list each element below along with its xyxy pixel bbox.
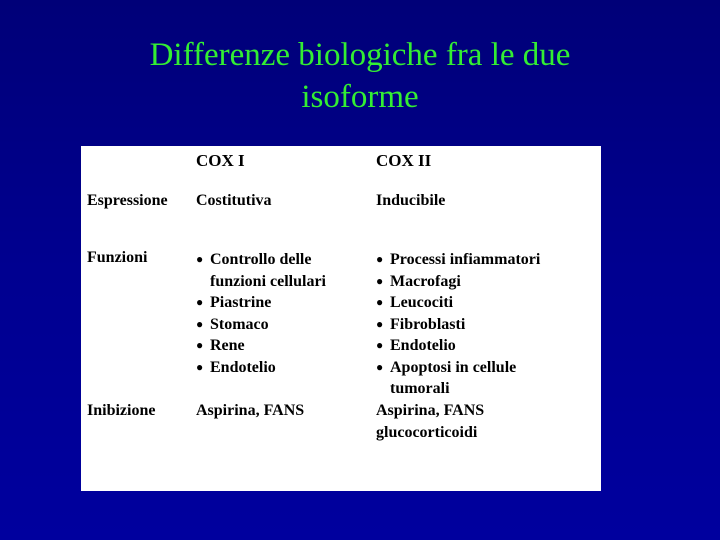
bullet-icon: ● — [196, 295, 204, 309]
bullet-icon: ● — [376, 338, 384, 352]
cell-espressione-cox1: Costitutiva — [196, 192, 272, 209]
list-item-text: Processi infiammatori — [390, 251, 541, 268]
list-item-text: Apoptosi in cellule — [390, 358, 517, 376]
cell-espressione-cox2: Inducibile — [376, 192, 446, 209]
list-item — [196, 314, 326, 336]
cell-inibizione-cox2 — [376, 400, 484, 443]
list-item — [376, 314, 540, 336]
slide-title-line-1: Differenze biologiche fra le due — [149, 37, 571, 73]
bullet-icon: ● — [196, 338, 204, 352]
slide-title-line-2: isoforme — [301, 79, 419, 115]
bullet-icon: ● — [376, 359, 384, 374]
row-label-inibizione: Inibizione — [87, 402, 156, 419]
list-item-text: Piastrine — [210, 294, 272, 311]
comparison-table — [81, 146, 601, 491]
list-item — [376, 292, 540, 314]
list-item — [376, 271, 540, 293]
list-item — [196, 249, 326, 292]
bullet-icon: ● — [376, 316, 384, 331]
list-item — [196, 335, 326, 357]
list-item-text: Controllo delle — [210, 251, 312, 268]
row-label-espressione: Espressione — [87, 192, 168, 209]
slide-title — [0, 34, 720, 118]
list-item — [376, 249, 540, 271]
bullet-icon: ● — [196, 316, 204, 331]
list-item-text: Leucociti — [390, 294, 454, 311]
list-item-text: Macrofagi — [390, 272, 461, 290]
row-label-funzioni: Funzioni — [87, 249, 148, 266]
list-item — [196, 292, 326, 314]
bullet-icon: ● — [376, 295, 384, 309]
bullet-icon: ● — [376, 252, 384, 266]
list-item-text: Rene — [210, 337, 245, 354]
cell-inibizione-cox2-line-1: Aspirina, FANS — [376, 402, 485, 419]
cell-funzioni-cox1-list — [196, 249, 326, 378]
list-item-text-continued: funzioni cellulari — [210, 272, 326, 290]
bullet-icon: ● — [376, 273, 384, 288]
list-item-text: Endotelio — [390, 337, 456, 354]
column-header-cox2: COX II — [376, 151, 432, 170]
list-item — [376, 335, 540, 357]
list-item-text: Endotelio — [210, 358, 276, 376]
cell-inibizione-cox2-line-2: glucocorticoidi — [376, 423, 478, 441]
list-item-text-continued: tumorali — [390, 380, 450, 397]
list-item-text: Stomaco — [210, 315, 269, 333]
bullet-icon: ● — [196, 359, 204, 374]
list-item — [196, 357, 326, 379]
list-item — [376, 357, 540, 400]
column-header-cox1: COX I — [196, 151, 245, 170]
list-item-text: Fibroblasti — [390, 315, 466, 333]
bullet-icon: ● — [196, 252, 204, 266]
cell-inibizione-cox1: Aspirina, FANS — [196, 402, 305, 419]
cell-funzioni-cox2-list — [376, 249, 540, 400]
